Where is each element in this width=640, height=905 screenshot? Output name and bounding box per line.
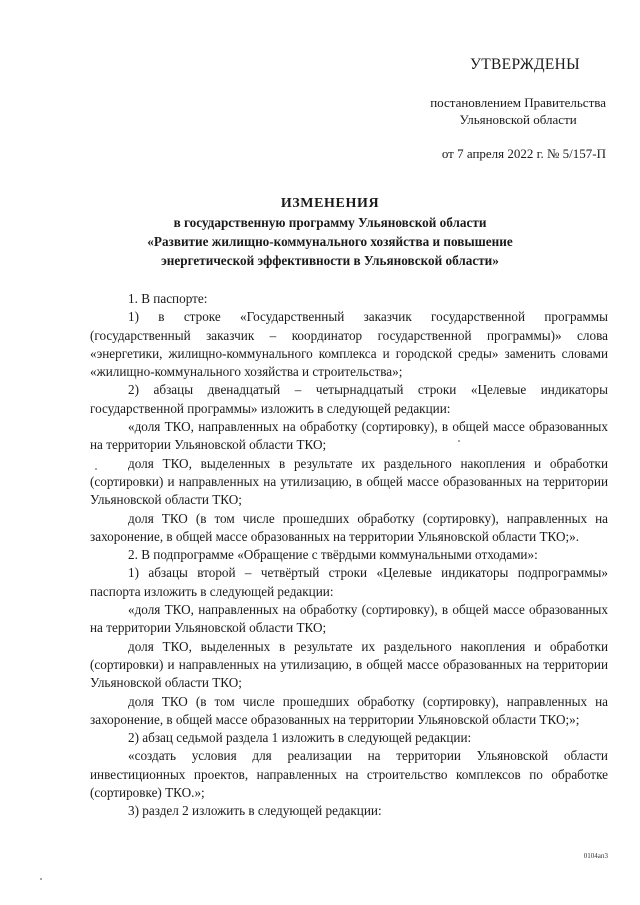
- paragraph: «доля ТКО, направленных на обработку (сортировку), в общей массе образованных на территории Ульяновской области ТКО;: [90, 419, 608, 453]
- paragraph: 1) в строке «Государственный заказчик государственной программы (государственный заказчик – координатор государственной программы)» слова «энергетики, жилищно-коммунального комплекса и городской среды» заменить словами «жилищно-коммунального хозяйства и строительства»;: [90, 309, 608, 380]
- paragraph: 1) абзацы второй – четвёртый строки «Целевые индикаторы подпрограммы» паспорта изложить в следующей редакции:: [90, 565, 608, 599]
- paragraph: 1. В паспорте:: [128, 291, 208, 306]
- paragraph: 3) раздел 2 изложить в следующей редакции:: [128, 803, 382, 819]
- paragraph: доля ТКО, выделенных в результате их раздельного накопления и обработки (сортировки) и направленных на утилизацию, в общей массе образованных на территории Ульяновской области ТКО;: [90, 638, 608, 691]
- decree-line-1: постановлением Правительства: [430, 95, 606, 110]
- paragraph: 2) абзац седьмой раздела 1 изложить в следующей редакции:: [128, 730, 472, 746]
- document-title: [60, 194, 600, 270]
- decree-line-2: Ульяновской области: [459, 112, 577, 127]
- title-line-1: в государственную программу Ульяновской области: [173, 215, 487, 230]
- title-line-2: «Развитие жилищно-коммунального хозяйства и повышение: [147, 234, 513, 249]
- paragraph: доля ТКО (в том числе прошедших обработку (сортировку), направленных на захоронение, в общей массе образованных на территории Ульяновской области ТКО;»;: [90, 693, 608, 727]
- paragraph: 2. В подпрограмме «Обращение с твёрдыми коммунальными отходами»:: [128, 547, 538, 563]
- paragraph: доля ТКО (в том числе прошедших обработку (сортировку), направленных на захоронение, в общей массе образованных на территории Ульяновской области ТКО;».: [90, 510, 608, 544]
- title-line-3: энергетической эффективности в Ульяновской области»: [161, 253, 499, 268]
- footer-code: 0104ап3: [583, 852, 608, 860]
- paragraph: 2) абзацы двенадцатый – четырнадцатый строки «Целевые индикаторы государственной программы» изложить в следующей редакции:: [90, 382, 608, 416]
- approved-stamp: УТВЕРЖДЕНЫ: [470, 56, 580, 73]
- scan-speck: [458, 440, 460, 442]
- paragraph: доля ТКО, выделенных в результате их раздельного накопления и обработки (сортировки) и направленных на утилизацию, в общей массе образованных на территории Ульяновской области ТКО;: [90, 455, 608, 508]
- scan-speck: [95, 468, 97, 470]
- decree-date: от 7 апреля 2022 г. № 5/157-П: [441, 146, 606, 161]
- paragraph: «создать условия для реализации на территории Ульяновской области инвестиционных проектов, направленных на строительство комплексов по обработке (сортировке) ТКО.»;: [90, 748, 608, 801]
- scan-speck: [40, 878, 42, 880]
- decree-reference: [430, 94, 606, 128]
- paragraph: «доля ТКО, направленных на обработку (сортировку), в общей массе образованных на территории Ульяновской области ТКО;: [90, 602, 608, 636]
- title-main: ИЗМЕНЕНИЯ: [280, 196, 380, 211]
- document-body: [90, 290, 608, 821]
